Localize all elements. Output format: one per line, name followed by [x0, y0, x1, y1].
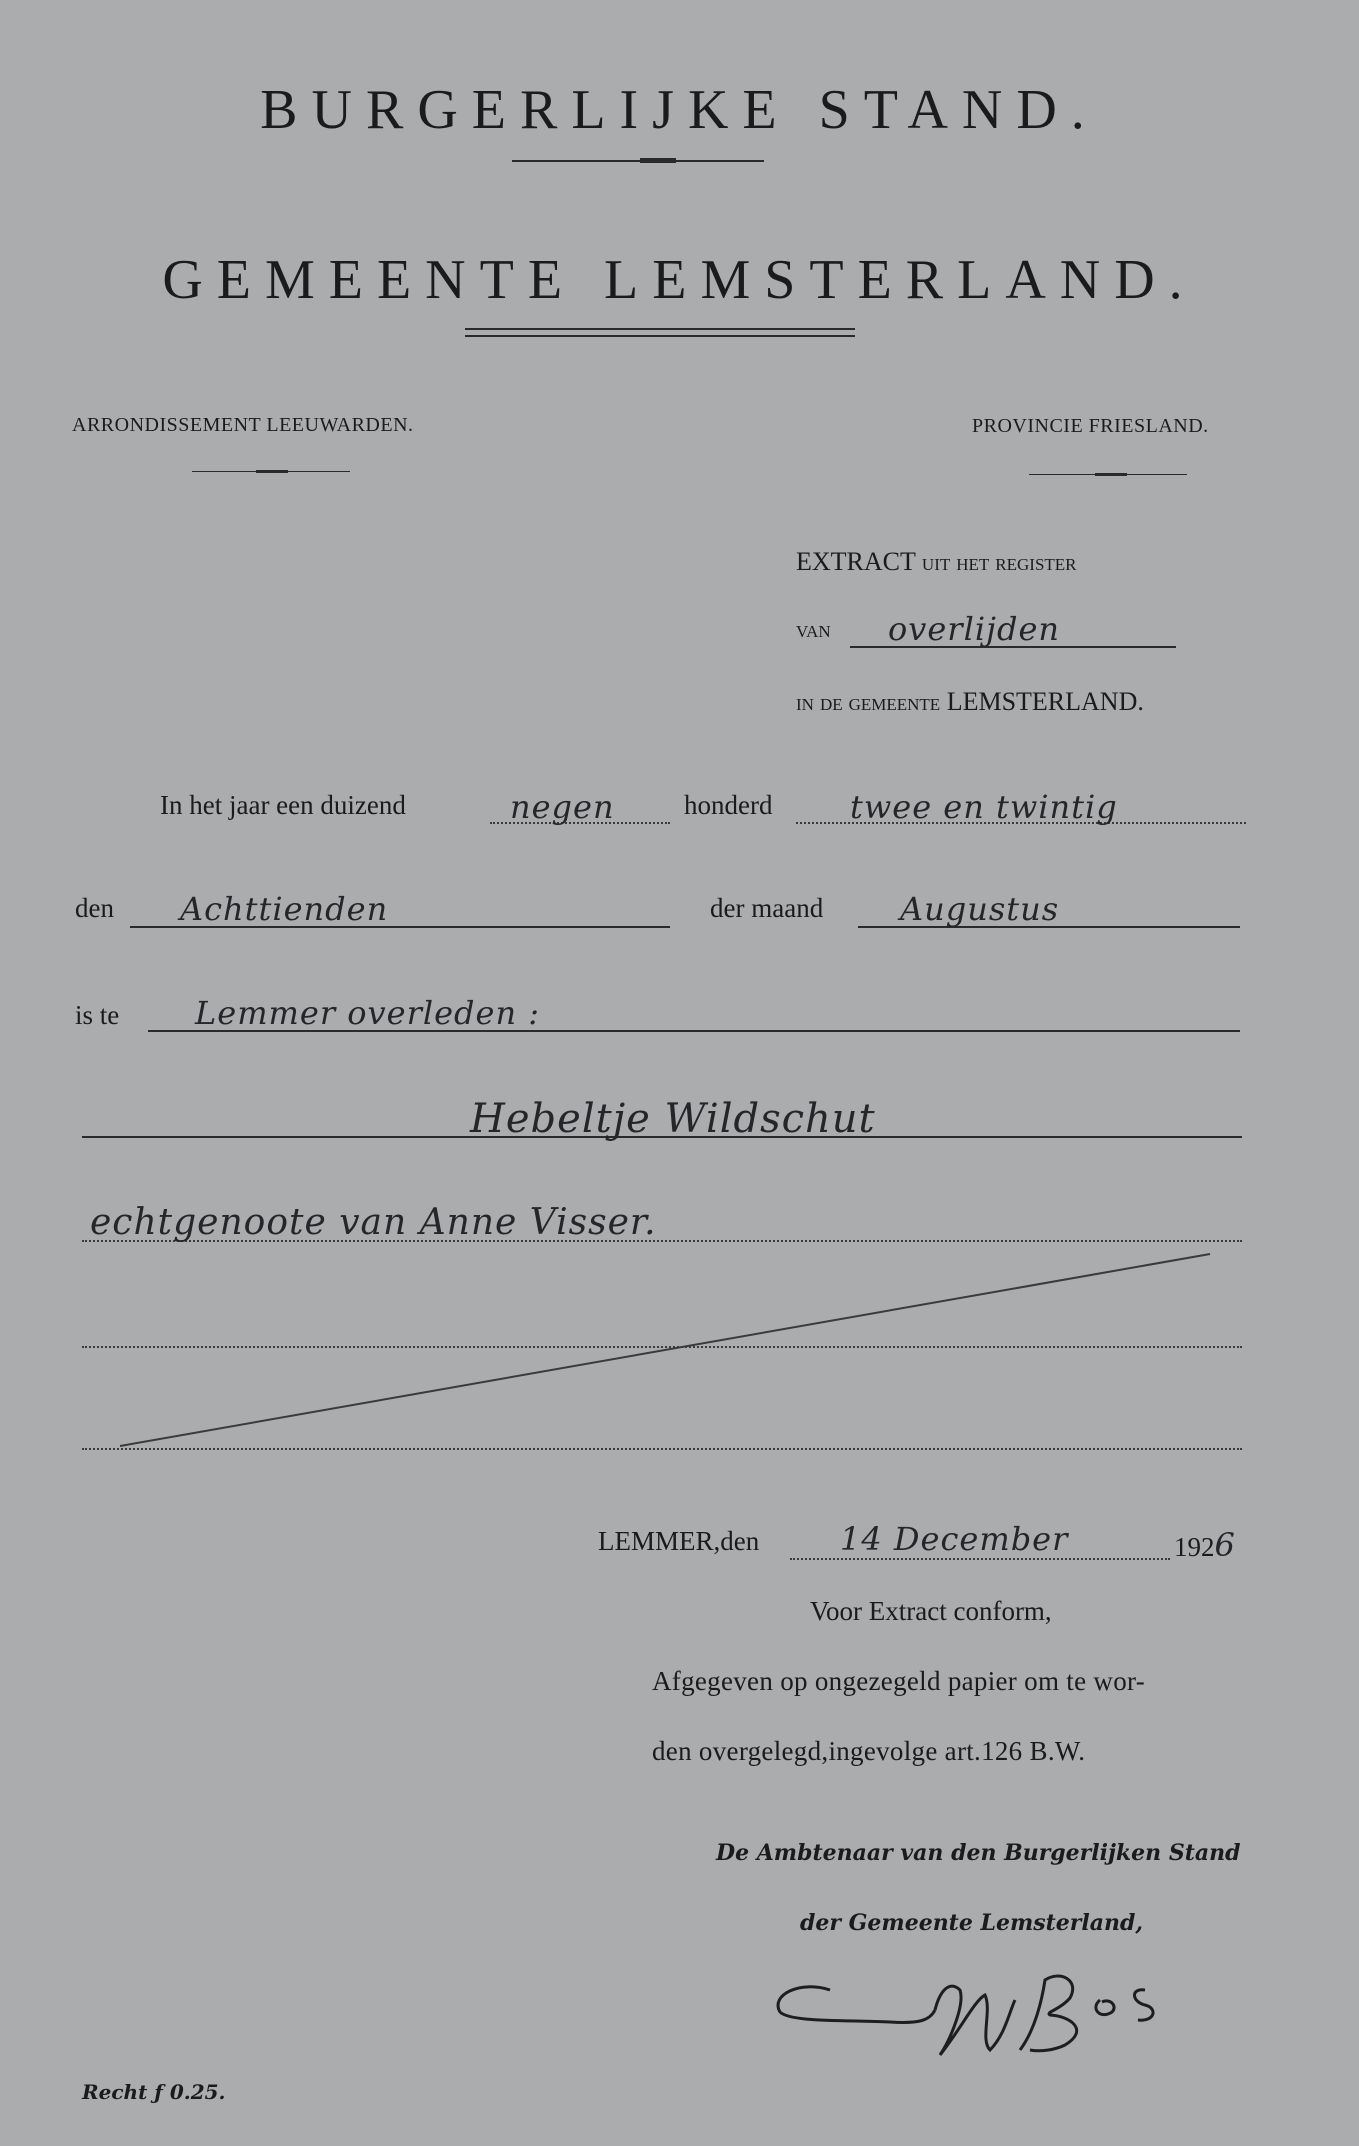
register-type-handwritten: overlijden [888, 610, 1060, 648]
place-date-label: LEMMER,den [598, 1526, 760, 1556]
place-handwritten: Lemmer overleden : [195, 994, 541, 1032]
arrondissement-label: ARRONDISSEMENT LEEUWARDEN. [72, 414, 414, 436]
deceased-name-handwritten: Hebeltje Wildschut [470, 1096, 876, 1142]
relation-handwritten: echtgenoote van Anne Visser. [90, 1202, 657, 1243]
extract-municipality-label: in de gemeente [796, 690, 941, 716]
year-prefix-label: In het jaar een duizend [160, 790, 406, 820]
extract-municipality-name: LEMSTERLAND. [946, 687, 1144, 716]
footer-date-handwritten: 14 December [840, 1520, 1069, 1558]
official-title-line-2: der Gemeente Lemsterland, [800, 1910, 1144, 1936]
fee-label: Recht ƒ 0.25. [82, 2080, 226, 2104]
footer-year-handwritten: 6 [1214, 1526, 1236, 1564]
extract-register-label: uit het register [921, 550, 1077, 576]
province-label: PROVINCIE FRIESLAND. [972, 415, 1209, 437]
footer-year [1174, 1526, 1236, 1564]
issued-text-line-1: Afgegeven op ongezegeld papier om te wor- [652, 1666, 1146, 1696]
month-handwritten: Augustus [900, 890, 1060, 928]
official-title-line-1: De Ambtenaar van den Burgerlijken Stand [716, 1840, 1241, 1866]
den-label: den [75, 893, 114, 923]
issued-text-line-2: den overgelegd,ingevolge art.126 B.W. [652, 1736, 1086, 1766]
footer-date-line [790, 1558, 1170, 1560]
municipality-heading: GEMEENTE LEMSTERLAND. [162, 249, 1197, 311]
extract-van-label: van [796, 617, 831, 643]
month-label: der maand [710, 893, 824, 923]
extract-word: EXTRACT [796, 547, 916, 576]
place-label: is te [75, 1000, 120, 1030]
honderd-label: honderd [684, 790, 773, 820]
conform-text: Voor Extract conform, [810, 1596, 1052, 1626]
year-hundreds-handwritten: negen [510, 788, 615, 826]
official-signature [760, 1950, 1220, 2080]
day-handwritten: Achttienden [180, 890, 389, 928]
document-title: BURGERLIJKE STAND. [260, 79, 1099, 141]
year-rest-handwritten: twee en twintig [850, 788, 1118, 826]
footer-year-printed: 192 [1174, 1532, 1215, 1562]
